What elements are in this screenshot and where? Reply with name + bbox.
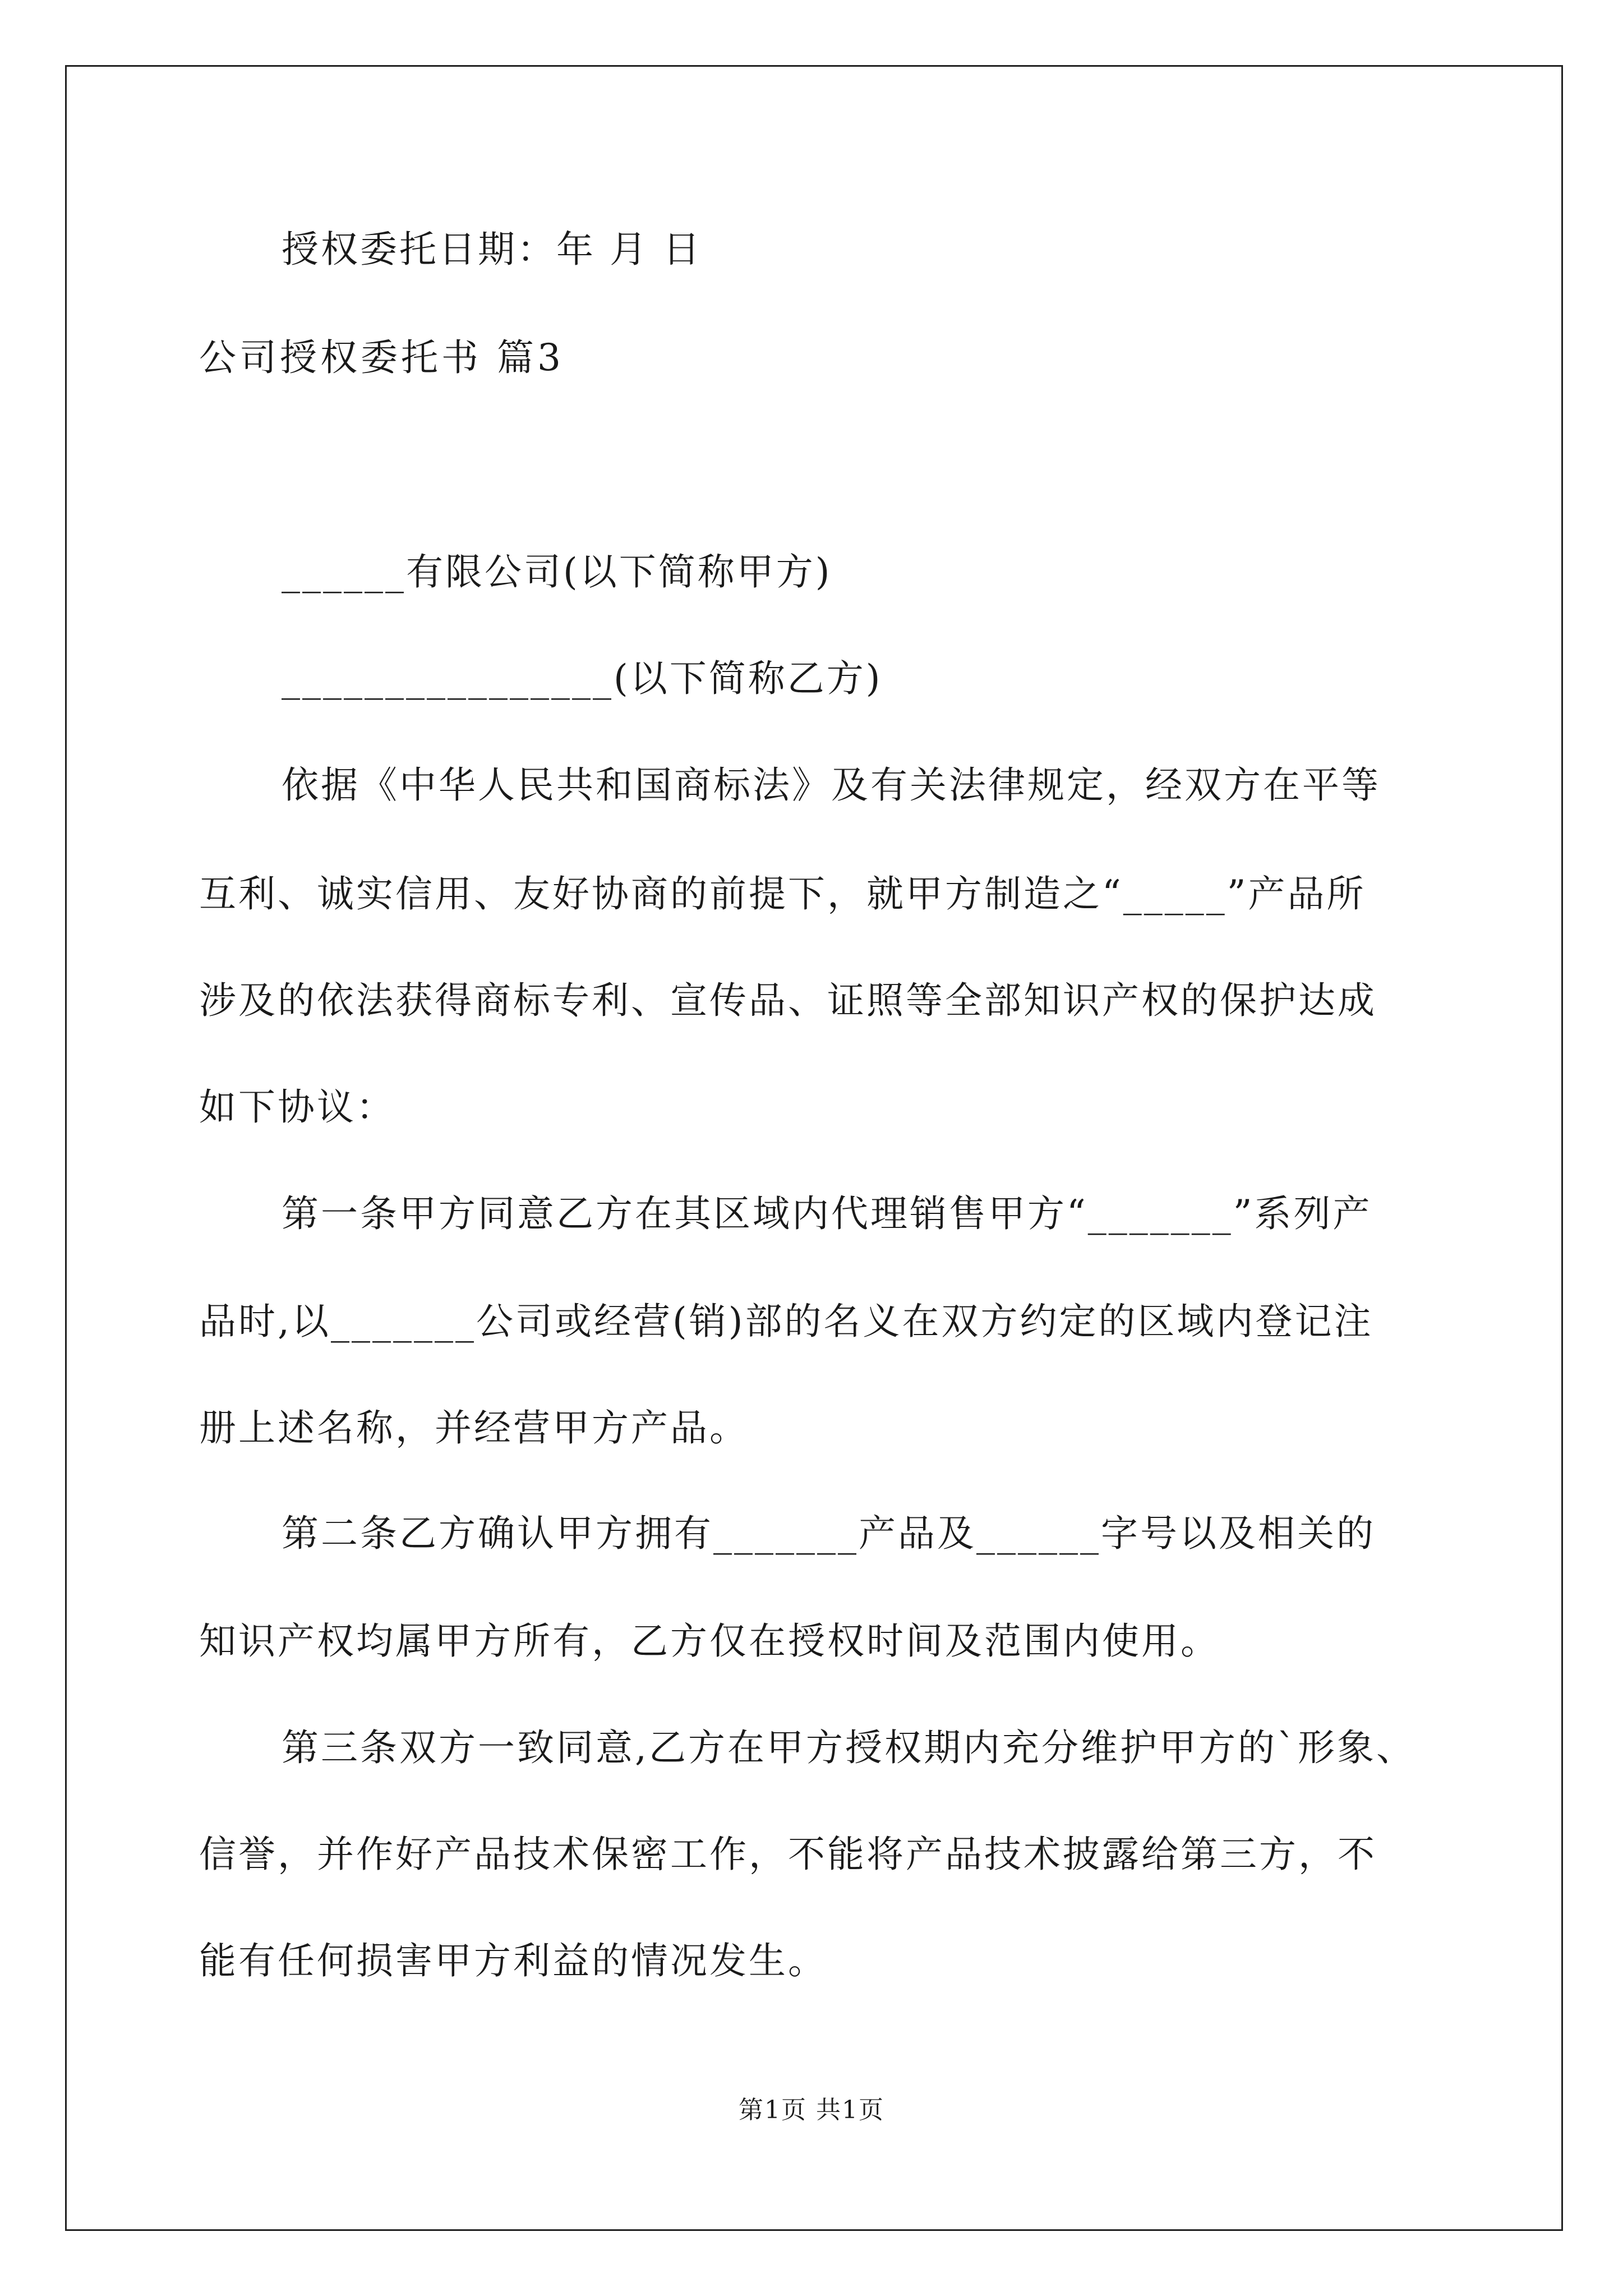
authorization-date-line: 授权委托日期：年 月 日 <box>282 228 702 271</box>
article-1-line: 册上述名称，并经营甲方产品。 <box>199 1406 749 1450</box>
party-a-line: ______有限公司(以下简称甲方) <box>282 550 832 593</box>
party-b-line: ________________(以下简称乙方) <box>282 657 883 700</box>
article-2-line: 第二条乙方确认甲方拥有_______产品及______字号以及相关的 <box>282 1512 1376 1555</box>
article-1-line: 第一条甲方同意乙方在其区域内代理销售甲方“_______”系列产 <box>282 1192 1372 1235</box>
article-2-line: 知识产权均属甲方所有，乙方仅在授权时间及范围内使用。 <box>199 1619 1220 1663</box>
page-number-footer: 第1页 共1页 <box>739 2096 884 2124</box>
section-heading: 公司授权委托书 篇3 <box>199 336 564 379</box>
article-1-line: 品时,以_______公司或经营(销)部的名义在双方约定的区域内登记注 <box>199 1300 1373 1343</box>
article-3-line: 第三条双方一致同意,乙方在甲方授权期内充分维护甲方的`形象、 <box>282 1726 1415 1769</box>
article-3-line: 信誉，并作好产品技术保密工作，不能将产品技术披露给第三方，不 <box>199 1833 1377 1876</box>
page-border <box>65 65 1563 2231</box>
paragraph-line: 依据《中华人民共和国商标法》及有关法律规定，经双方在平等 <box>282 763 1381 807</box>
paragraph-line: 互利、诚实信用、友好协商的前提下，就甲方制造之“_____”产品所 <box>199 872 1366 915</box>
paragraph-line: 涉及的依法获得商标专利、宣传品、证照等全部知识产权的保护达成 <box>199 979 1377 1022</box>
article-3-line: 能有任何损害甲方利益的情况发生。 <box>199 1939 827 1982</box>
paragraph-line: 如下协议： <box>199 1085 395 1129</box>
